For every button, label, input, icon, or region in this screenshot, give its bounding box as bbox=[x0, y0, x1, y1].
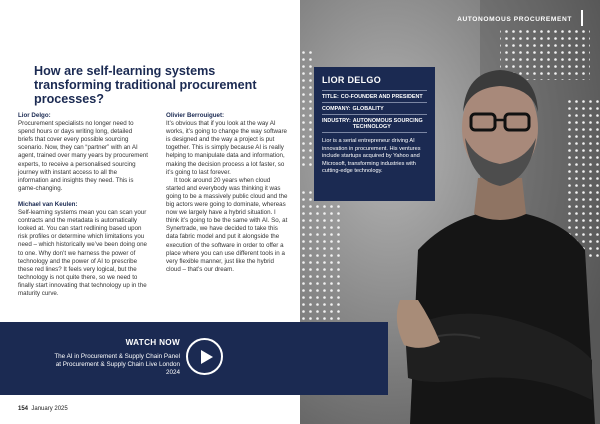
profile-company-label: COMPANY: bbox=[322, 106, 351, 112]
issue-date: January 2025 bbox=[31, 406, 68, 412]
profile-title-row bbox=[322, 90, 427, 102]
page-number: 154 bbox=[18, 406, 29, 412]
section-label: AUTONOMOUS PROCUREMENT bbox=[457, 16, 572, 23]
play-icon bbox=[199, 349, 215, 365]
profile-name: LIOR DELGO bbox=[322, 75, 381, 85]
watch-now-description: The AI in Procurement & Supply Chain Panel at Procurement & Supply Chain Live London 2024 bbox=[54, 353, 180, 376]
speaker-quote: Procurement specialists no longer need to spend hours or days writing long, detailed briefs that cover every possible sourcing scenario. Now, they can “partner” with an AI agent, trained over many years by procurement experts, to receive a personalised sourcing journey with instant access to all the information and insights they need. This is game-changing. bbox=[18, 120, 149, 192]
section-divider bbox=[581, 10, 583, 26]
profile-industry-label: INDUSTRY: bbox=[322, 118, 351, 124]
page-footer bbox=[18, 406, 68, 412]
profile-company-value: GLOBALITY bbox=[352, 106, 384, 112]
play-button[interactable] bbox=[186, 338, 223, 375]
speaker-name: Lior Delgo: bbox=[18, 112, 51, 119]
profile-company-row bbox=[322, 102, 427, 114]
profile-bio: Lior is a serial entrepreneur driving AI innovation in procurement. His ventures include startups acquired by Yahoo and Microsoft, transforming industries with cutting-edge technology. bbox=[322, 132, 427, 176]
profile-card bbox=[314, 67, 435, 201]
profile-industry-value: AUTONOMOUS SOURCING TECHNOLOGY bbox=[352, 118, 423, 130]
text-column-left bbox=[18, 112, 148, 298]
speaker-quote: It took around 20 years when cloud started and everybody was thinking it was going to be a massively public cloud and the big actors were going to dominate, whereas now we largely have a hybrid situation. I think it’s going to be the same with AI. So, at Synertrade, we have decided to take this data fabric model and put it alongside the execution of the software in order to offer a place where you can use different tools in a very flexible manner, just like the hybrid cloud – that’s our dream. bbox=[166, 176, 288, 273]
speaker-quote: It’s obvious that if you look at the way AI works, it’s going to change the way software is designed and the way a project is put together. This is simply because AI is really helping to manipulate data and information, making the decision process a lot faster, so it’s going to last forever. bbox=[166, 120, 287, 176]
profile-industry-row bbox=[322, 114, 427, 132]
profile-title-value: CO-FOUNDER AND PRESIDENT bbox=[340, 94, 423, 100]
profile-title-label: TITLE: bbox=[322, 94, 339, 100]
watch-now-title: WATCH NOW bbox=[125, 338, 180, 347]
article-heading: How are self-learning systems transforming traditional procurement processes? bbox=[34, 64, 257, 106]
speaker-name: Olivier Berrouiguet: bbox=[166, 112, 225, 119]
speaker-quote: Self-learning systems mean you can scan your contracts and the metadata is automatically looked at. You can start redlining based upon risk profiles or determine which limitations you need – which historically we’ve been doing one to one. Why don’t we harness the power of technology and the power of AI to prescribe these red lines? It feels very logical, but the technology is not quite there, so we need to finally start innovating that technology up in the maturity curve. bbox=[18, 209, 147, 297]
text-column-right bbox=[166, 112, 290, 274]
speaker-name: Michael van Keulen: bbox=[18, 200, 78, 208]
